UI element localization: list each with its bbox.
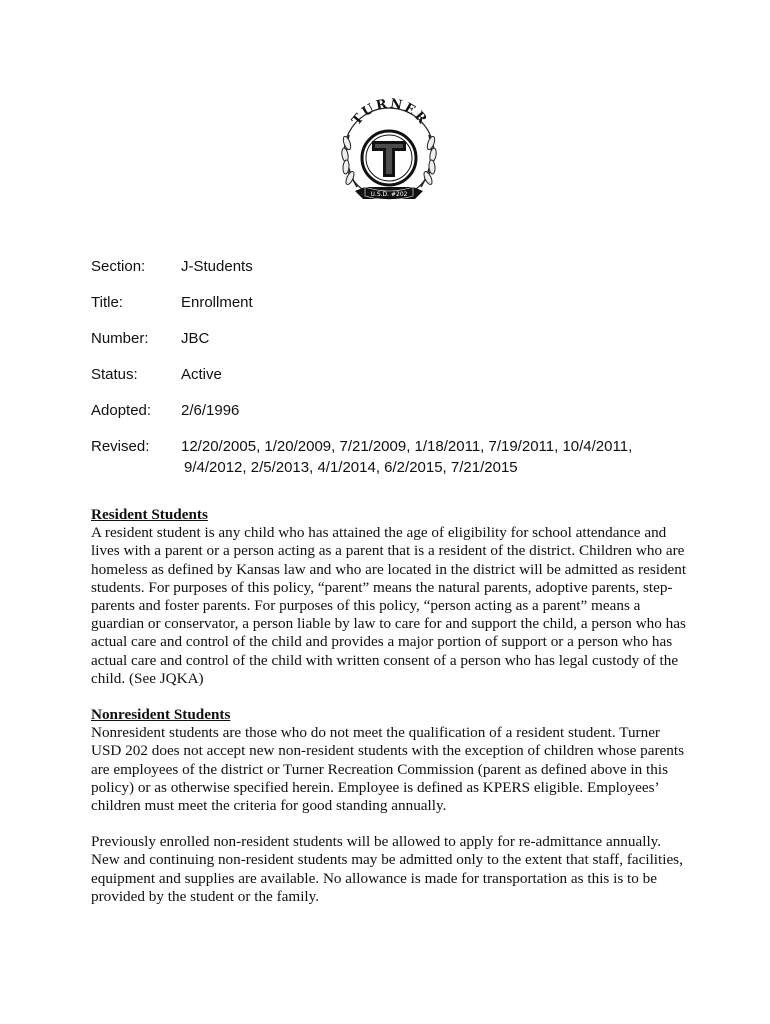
title-value: Enrollment xyxy=(181,294,253,311)
revised-label: Revised: xyxy=(91,438,150,455)
readmittance-paragraph: Previously enrolled non-resident students will be allowed to apply for re-admittance annually. New and continuing non-resident students may be admitted only to the extent that staff, facilities, equipment and supplies are available. No allowance is made for transportation as this is to be provided by the student or the family. xyxy=(91,833,683,905)
nonresident-students-heading: Nonresident Students xyxy=(91,706,231,724)
resident-students-paragraph: A resident student is any child who has attained the age of eligibility for school attendance and lives with a parent or a person acting as a parent that is a resident of the district. Children who are homeless as defined by Kansas law and who are located in the district will be admitted as resident students. For purposes of this policy, “parent” means the natural parents, adoptive parents, step-parents and foster parents. For purposes of this policy, “person acting as a parent” means a guardian or conservator, a person liable by law to care for and support the child, a person who has actual care and control of the child and provides a major portion of support or a person who has actual care and control of the child with written consent of a person who has legal custody of the child. (See JQKA) xyxy=(91,524,687,687)
adopted-row xyxy=(91,400,731,421)
revised-dates-line-1: 12/20/2005, 1/20/2009, 7/21/2009, 1/18/2011, 7/19/2011, 10/4/2011, xyxy=(181,438,633,455)
logo-ribbon-text: U.S.D. #202 xyxy=(370,191,408,198)
number-row xyxy=(91,328,731,349)
revised-dates-line-2: 9/4/2012, 2/5/2013, 4/1/2014, 6/2/2015, 7/21/2015 xyxy=(184,459,518,476)
status-row xyxy=(91,364,731,385)
number-value: JBC xyxy=(181,330,210,347)
policy-metadata xyxy=(91,256,731,493)
section-row xyxy=(91,256,731,277)
logo-arc-text: TURNER xyxy=(349,96,431,129)
svg-text:TURNER xyxy=(349,97,430,129)
turner-usd-202-logo xyxy=(331,95,447,215)
resident-students-section xyxy=(91,506,691,688)
number-label: Number: xyxy=(91,330,149,347)
section-label: Section: xyxy=(91,258,146,275)
revised-value xyxy=(181,436,731,478)
resident-students-heading: Resident Students xyxy=(91,506,208,523)
status-value: Active xyxy=(181,366,222,383)
section-value: J-Students xyxy=(181,258,253,275)
policy-body xyxy=(91,506,691,924)
title-row xyxy=(91,292,731,313)
status-label: Status: xyxy=(91,366,138,383)
nonresident-students-paragraph: Nonresident students are those who do not meet the qualification of a resident student. Turner USD 202 does not accept new non-resident students with the exception of children whose parents are employees of the district or Turner Recreation Commission (parent as defined above in this policy) or as otherwise specified herein. Employee is defined as KPERS eligible. Employees’ children must meet the criteria for good standing annually. xyxy=(91,724,685,815)
title-label: Title: xyxy=(91,294,123,311)
revised-row xyxy=(91,436,731,478)
adopted-label: Adopted: xyxy=(91,402,152,419)
nonresident-students-section xyxy=(91,706,691,815)
readmittance-section xyxy=(91,833,691,906)
adopted-value: 2/6/1996 xyxy=(181,402,240,419)
